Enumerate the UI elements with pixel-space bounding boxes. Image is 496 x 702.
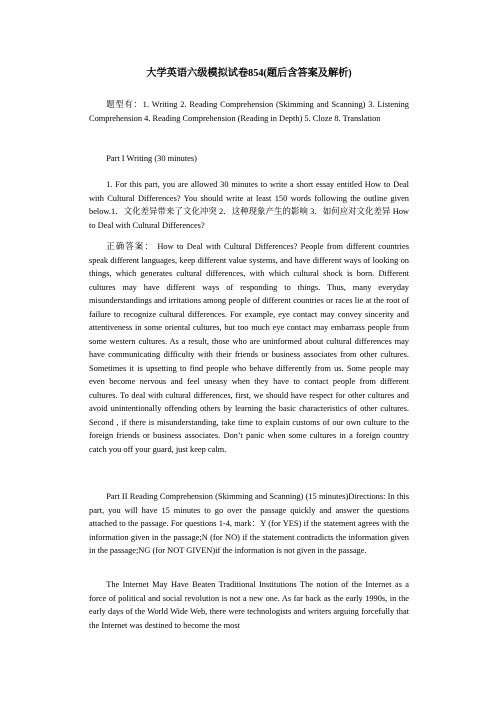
document-title: 大学英语六级模拟试卷854(题后含答案及解析) [146,68,352,79]
question-types-paragraph: 题型有：1. Writing 2. Reading Comprehension (Skimming and Scanning) 3. Listening Comprehension 4. Reading Comprehension (Reading in Depth) 5. Cloze 8. Translation [89,100,409,123]
passage-paragraph: The Internet May Have Beaten Traditional Institutions The notion of the Internet as a force of political and social revolution is not a new one. As far back as the early 1990s, in the early days of the World Wide Web, there were technologists and writers arguing forcefully that the Internet was destined to become the most [89,580,409,630]
question1-paragraph: 1. For this part, you are allowed 30 minutes to write a short essay entitled How to Deal with Cultural Differences? You should write at least 150 words following the outline given below.1．文化差异带来了文化冲突 2．这种现象产生的影响 3．如何应对文化差异 How to Deal with Cultural Differences? [89,180,409,230]
answer-paragraph: 正确答案： How to Deal with Cultural Differences? People from different countries speak different languages, keep different value systems, and have different ways of looking on things, which generates cultural differences, with which cultural shock is born. Different cultures may have different ways of responding to things. Thus, many everyday misunderstandings and irritations among people of different countries or races lie at the root of failure to recognize cultural differences. For example, eye contact may convey sincerity and attentiveness in some oriental cultures, but too much eye contact may embarrass people from some western cultures. As a result, those who are uninformed about cultural differences may have communicating difficulty with their friends or business associates from other cultures. Sometimes it is upsetting to find people who behave differently from us. Some people may even become nervous and feel uneasy when they have to contact people from different cultures. To deal with cultural differences, first, we should have respect for other cultures and avoid unintentionally offending others by learning the basic characteristics of other cultures. Second , if there is misunderstanding, take time to explain customs of our own culture to the foreign friends or business associates. Don’t panic when some cultures in a foreign country catch you off your guard, just keep calm. [89,242,409,454]
part1-heading: Part I Writing (30 minutes) [106,154,197,163]
part2-directions-paragraph: Part II Reading Comprehension (Skimming and Scanning) (15 minutes)Directions: In this part, you will have 15 minutes to go over the passage quickly and answer the questions attached to the passage. For questions 1-4, mark：Y (for YES) if the statement agrees with the information given in the passage;N (for NO) if the statement contradicts the information given in the passage;NG (for NOT GIVEN)if the information is not given in the passage. [89,492,409,555]
